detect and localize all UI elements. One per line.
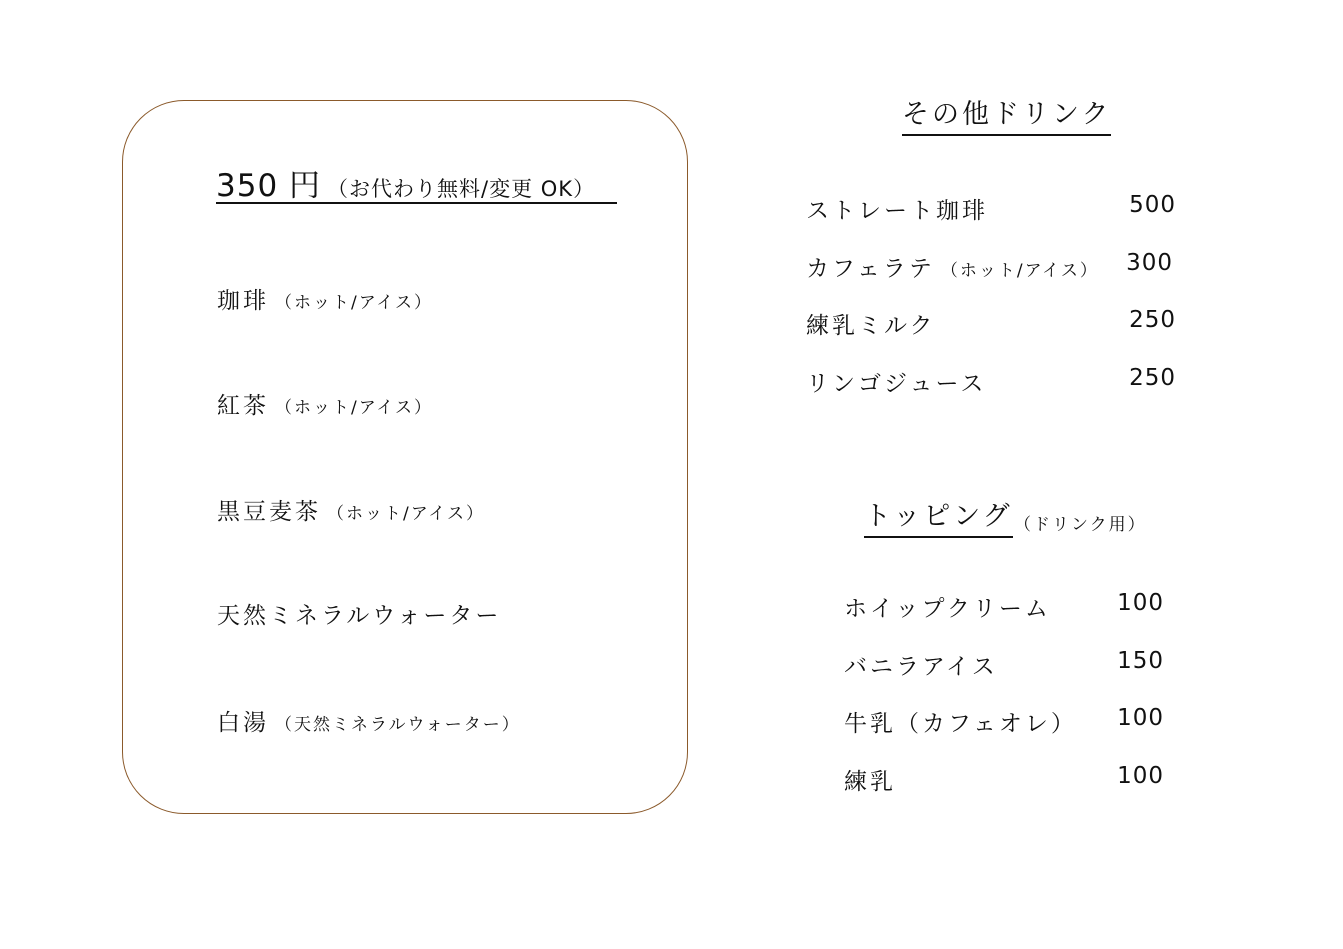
menu-item-hot-water: [217, 704, 521, 737]
menu-item-coffee: [217, 282, 433, 315]
menu-item-black-bean-barley-tea: [217, 493, 485, 526]
drink-row-name: [806, 250, 1099, 283]
toppings-title: トッピング: [864, 500, 1013, 538]
free-refill-note: （お代わり無料/変更 OK）: [327, 177, 596, 201]
drink-price: 500: [1129, 192, 1176, 218]
menu-item-name: 黒豆麦茶: [217, 499, 321, 525]
drink-row-name: [806, 365, 992, 398]
topping-price: 100: [1117, 590, 1164, 616]
topping-price: 100: [1117, 705, 1164, 731]
drink-name: ストレート珈琲: [806, 198, 988, 224]
menu-item-mineral-water: [217, 597, 507, 630]
drink-sub: （ホット/アイス）: [940, 261, 1099, 281]
menu-item-sub: （天然ミネラルウォーター）: [275, 715, 521, 735]
topping-name: バニラアイス: [844, 654, 998, 680]
drink-name: カフェラテ: [806, 256, 935, 282]
other-drinks-title: その他ドリンク: [902, 98, 1111, 136]
drink-price: 250: [1129, 307, 1176, 333]
toppings-subtitle: （ドリンク用）: [1014, 515, 1147, 535]
topping-name: ホイップクリーム: [844, 596, 1051, 622]
menu-item-black-tea: [217, 387, 433, 420]
drink-row-name: [806, 192, 994, 225]
drink-row-name: [806, 307, 942, 340]
drink-price: 250: [1129, 365, 1176, 391]
drink-name: 練乳ミルク: [806, 313, 936, 339]
topping-name: 牛乳（カフェオレ）: [844, 711, 1077, 737]
drink-name: リンゴジュース: [806, 371, 987, 397]
menu-item-name: 白湯: [217, 710, 269, 736]
free-refill-price: 350 円: [216, 168, 322, 204]
menu-item-name: 紅茶: [217, 393, 269, 419]
drink-price: 300: [1126, 250, 1173, 276]
free-refill-price-heading: [216, 160, 617, 204]
menu-item-sub: （ホット/アイス）: [275, 293, 434, 313]
menu-item-sub: （ホット/アイス）: [327, 504, 486, 524]
topping-price: 150: [1117, 648, 1164, 674]
menu-item-name: 天然ミネラルウォーター: [217, 603, 502, 629]
menu-item-name: 珈琲: [217, 288, 269, 314]
topping-name: 練乳: [844, 769, 896, 795]
menu-item-sub: （ホット/アイス）: [275, 398, 434, 418]
topping-price: 100: [1117, 763, 1164, 789]
